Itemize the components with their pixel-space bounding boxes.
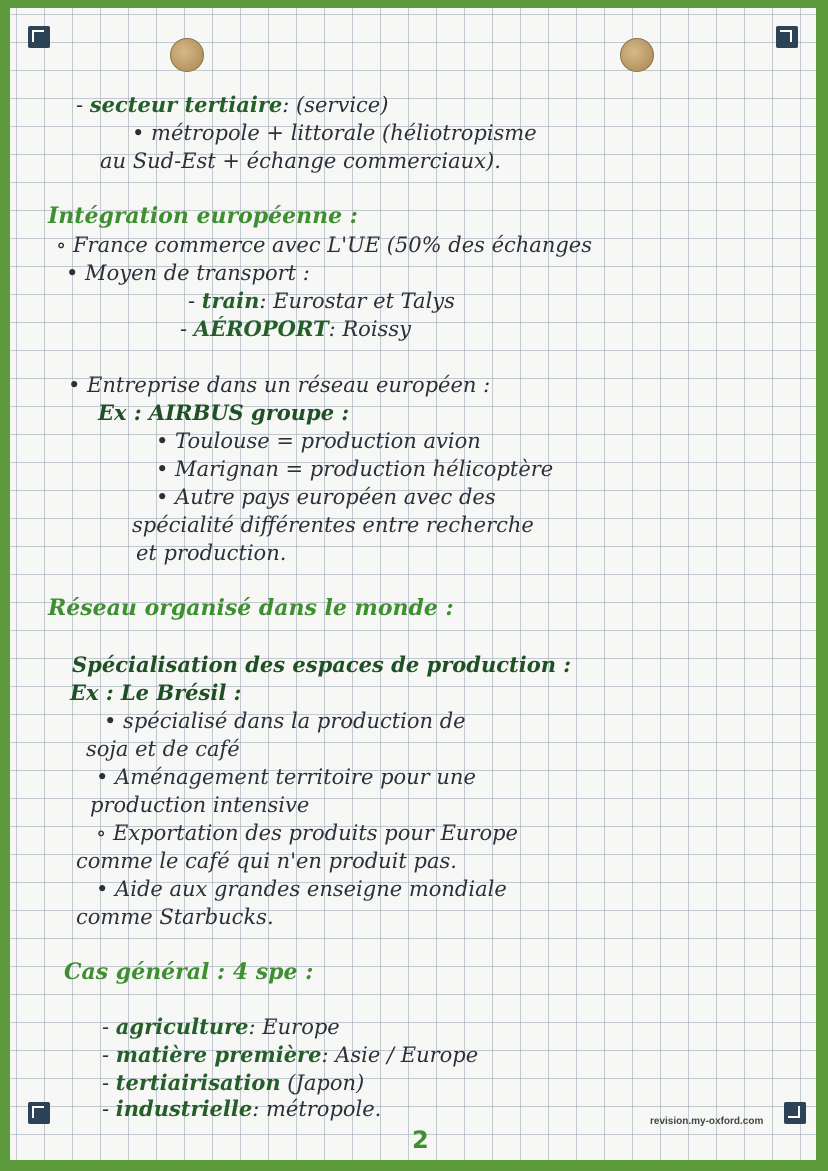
dash: - xyxy=(102,1097,116,1121)
note-line: au Sud-Est + échange commerciaux). xyxy=(100,149,501,173)
note-line: • Autre pays européen avec des xyxy=(156,485,496,509)
note-line xyxy=(102,1096,381,1122)
note-line: • Moyen de transport : xyxy=(66,261,310,285)
note-text: : Europe xyxy=(248,1015,340,1039)
section-heading: Intégration européenne : xyxy=(48,203,358,229)
note-line xyxy=(76,92,388,118)
note-line xyxy=(102,1042,478,1068)
note-line xyxy=(102,1070,364,1096)
note-line: soja et de café xyxy=(86,737,240,761)
notebook-page xyxy=(10,8,816,1160)
corner-marker-bottom-left-icon xyxy=(28,1102,50,1124)
keyword: agriculture xyxy=(115,1014,249,1039)
note-line: • Toulouse = production avion xyxy=(156,429,481,453)
note-line: ∘ France commerce avec L'UE (50% des échanges xyxy=(56,233,592,257)
note-line: spécialité différentes entre recherche xyxy=(132,513,534,537)
note-text: : (service) xyxy=(282,93,389,117)
sub-heading: Spécialisation des espaces de production : xyxy=(72,652,572,677)
keyword: tertiairisation xyxy=(115,1070,281,1095)
dash: - xyxy=(188,289,202,313)
note-line xyxy=(180,316,411,342)
note-text: : métropole. xyxy=(252,1097,382,1121)
note-text: : Roissy xyxy=(328,317,411,341)
note-line: et production. xyxy=(136,541,287,565)
note-text: : Eurostar et Talys xyxy=(259,289,455,313)
note-text: (Japon) xyxy=(280,1071,365,1095)
page-number: 2 xyxy=(412,1126,429,1154)
note-text: : Asie / Europe xyxy=(321,1043,479,1067)
note-line: ∘ Exportation des produits pour Europe xyxy=(96,821,518,845)
note-line xyxy=(188,288,455,314)
note-line: • Aide aux grandes enseigne mondiale xyxy=(96,877,507,901)
note-line xyxy=(102,1014,340,1040)
section-heading: Réseau organisé dans le monde : xyxy=(48,595,454,621)
note-line: • spécialisé dans la production de xyxy=(104,709,466,733)
dash: - xyxy=(180,317,194,341)
corner-marker-bottom-right-icon xyxy=(784,1102,806,1124)
note-line: • métropole + littorale (héliotropisme xyxy=(132,121,537,145)
note-line: Ex : Le Brésil : xyxy=(70,680,242,705)
keyword: secteur tertiaire xyxy=(89,92,283,117)
watermark-url: revision.my-oxford.com xyxy=(650,1116,764,1127)
note-line: comme Starbucks. xyxy=(76,905,274,929)
corner-marker-top-left-icon xyxy=(28,26,50,48)
dash: - xyxy=(102,1071,116,1095)
note-line: • Aménagement territoire pour une xyxy=(96,765,476,789)
note-line: comme le café qui n'en produit pas. xyxy=(76,849,457,873)
keyword: matière première xyxy=(115,1042,322,1067)
dash: - xyxy=(102,1015,116,1039)
note-line: production intensive xyxy=(90,793,310,817)
dash: - xyxy=(76,93,90,117)
keyword: industrielle xyxy=(115,1096,253,1121)
binder-hole-right xyxy=(620,38,654,72)
keyword: train xyxy=(201,288,260,313)
section-heading: Cas général : 4 spe : xyxy=(64,959,314,985)
note-line: Ex : AIRBUS groupe : xyxy=(98,400,350,425)
note-line: • Marignan = production hélicoptère xyxy=(156,457,554,481)
keyword: AÉROPORT xyxy=(193,316,329,341)
binder-hole-left xyxy=(170,38,204,72)
note-line: • Entreprise dans un réseau européen : xyxy=(68,373,491,397)
corner-marker-top-right-icon xyxy=(776,26,798,48)
dash: - xyxy=(102,1043,116,1067)
